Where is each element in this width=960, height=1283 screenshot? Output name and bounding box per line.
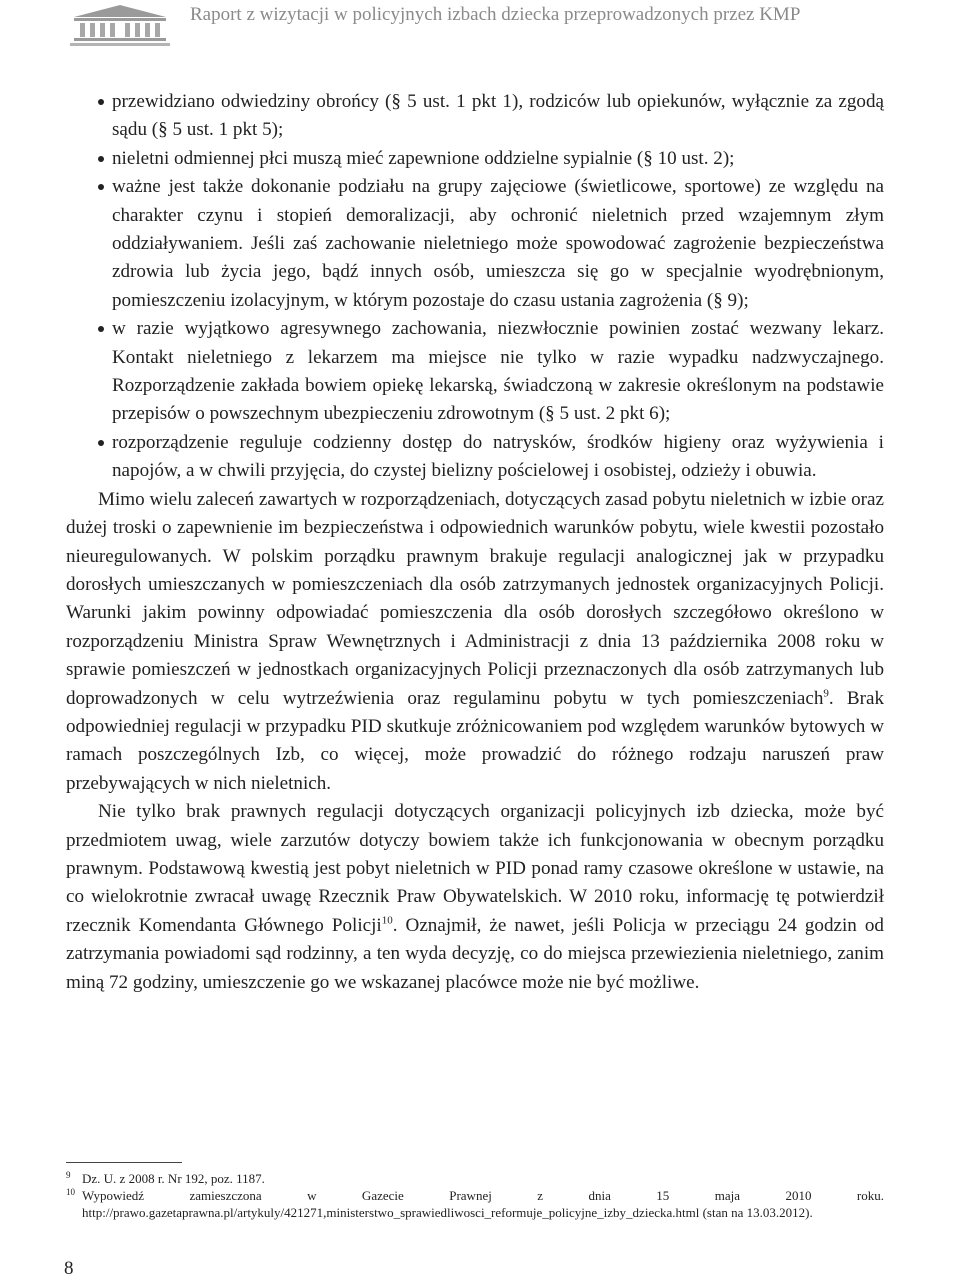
body-paragraph: Nie tylko brak prawnych regulacji dotyczących organizacji policyjnych izb dziecka, może być przedmiotem uwag, wiele zarzutów dotyczy bowiem także ich funkcjonowania w obecnym porządku prawnym. Podstawową kwestią jest pobyt nieletnich w PID ponad ramy czasowe określone w ustawie, na co wielokrotnie zwracał uwagę Rzecznik Praw Obywatelskich. W 2010 roku, informację tę potwierdził rzecznik Komendanta Głównego Policji$^{10}$. Oznajmił, że nawet, jeśli Policja w przeciągu 24 godzin od zatrzymania powiadomi sąd rodzinny, a ten wyda decyzję, co do miejsca przewiezienia nieletniego, zanim miną 72 godziny, umieszczenie go we wskazanej placówce może nie być możliwe. <box>66 801 884 993</box>
bullet-icon <box>98 99 104 105</box>
bullet-icon <box>98 440 104 446</box>
bullet-icon <box>98 184 104 190</box>
header-title: Raport z wizytacji w policyjnych izbach dziecka przeprowadzonych przez KMP <box>190 4 801 25</box>
list-item: ważne jest także dokonanie podziału na grupy zajęciowe (świetlicowe, sportowe) ze względu na charakter czynu i stopień demoralizacji, aby ochronić nieletnich przed wzajemnym złym oddziaływaniem. Jeśli zaś zachowanie nieletniego może spowodować zagrożenie bezpieczeństwa zdrowia lub życia jego, bądź innych osób, umieszcza się go w specjalnie wyodrębnionym, pomieszczeniu izolacyjnym, w którym pozostaje do czasu ustania zagrożenia (§ 9); <box>66 173 884 315</box>
footnote-reference[interactable]: 10 <box>381 914 393 927</box>
main-content <box>66 88 884 997</box>
footnote-number: 9 <box>66 1170 71 1180</box>
footnote: 9 Dz. U. z 2008 r. Nr 192, poz. 1187. <box>66 1170 884 1187</box>
list-item: rozporządzenie reguluje codzienny dostęp do natrysków, środków higieny oraz wyżywienia i napojów, a w chwili przyjęcia, do czystej bielizny pościelowej i osobistej, odzieży i obuwia. <box>66 429 884 486</box>
bullet-icon <box>98 326 104 332</box>
body-paragraph: Mimo wielu zaleceń zawartych w rozporządzeniach, dotyczących zasad pobytu nieletnich w izbie oraz dużej troski o zapewnienie im bezpieczeństwa i odpowiednich warunków pobytu, wiele kwestii pozostało nieuregulowanych. W polskim porządku prawnym brakuje regulacji analogicznej jak w przypadku dorosłych umieszczanych w pomieszczeniach dla osób zatrzymanych jednostek organizacyjnych Policji. Warunki jakim powinny odpowiadać pomieszczenia dla osób dorosłych szczegółowo określono w rozporządzeniu Ministra Spraw Wewnętrznych i Administracji z dnia 13 października 2008 roku w sprawie pomieszczeń w jednostkach organizacyjnych Policji przeznaczonych dla osób zatrzymanych lub doprowadzonych w celu wytrzeźwienia oraz regulaminu pobytu w tych pomieszczeniach$^9$. Brak odpowiedniej regulacji w przypadku PID skutkuje zróżnicowaniem pod względem warunków bytowych w ramach poszczególnych Izb, co więcej, może prowadzić do różnego rodzaju naruszeń praw przebywających w nich nieletnich. <box>66 488 884 794</box>
list-item: nieletni odmiennej płci muszą mieć zapewnione oddzielne sypialnie (§ 10 ust. 2); <box>66 145 884 173</box>
bullet-icon <box>98 156 104 162</box>
footnote: 10 Wypowiedź zamieszczona w Gazecie Prawnej z dnia 15 maja 2010 roku. http://prawo.gazetaprawna.pl/artykuly/421271,ministerstwo_sprawiedliwosci_reformuje_policyjne_izby_dziecka.html (stan na 13.03.2012). <box>66 1187 884 1221</box>
page-header <box>0 0 960 60</box>
footnote-divider <box>66 1162 182 1163</box>
institution-building-logo-icon <box>66 3 174 47</box>
footnote-reference[interactable]: 9 <box>823 687 829 700</box>
footnotes <box>66 1170 884 1221</box>
page-number: 8 <box>64 1258 74 1279</box>
list-item: przewidziano odwiedziny obrońcy (§ 5 ust. 1 pkt 1), rodziców lub opiekunów, wyłącznie za zgodą sądu (§ 5 ust. 1 pkt 5); <box>66 88 884 145</box>
list-item: w razie wyjątkowo agresywnego zachowania, niezwłocznie powinien zostać wezwany lekarz. Kontakt nieletniego z lekarzem ma miejsce nie tylko w razie wypadku nadzwyczajnego. Rozporządzenie zakłada bowiem opiekę lekarską, świadczoną w zakresie określonym na podstawie przepisów o powszechnym ubezpieczeniu zdrowotnym (§ 5 ust. 2 pkt 6); <box>66 315 884 429</box>
bullet-list <box>66 88 884 486</box>
footnote-number: 10 <box>66 1187 75 1197</box>
